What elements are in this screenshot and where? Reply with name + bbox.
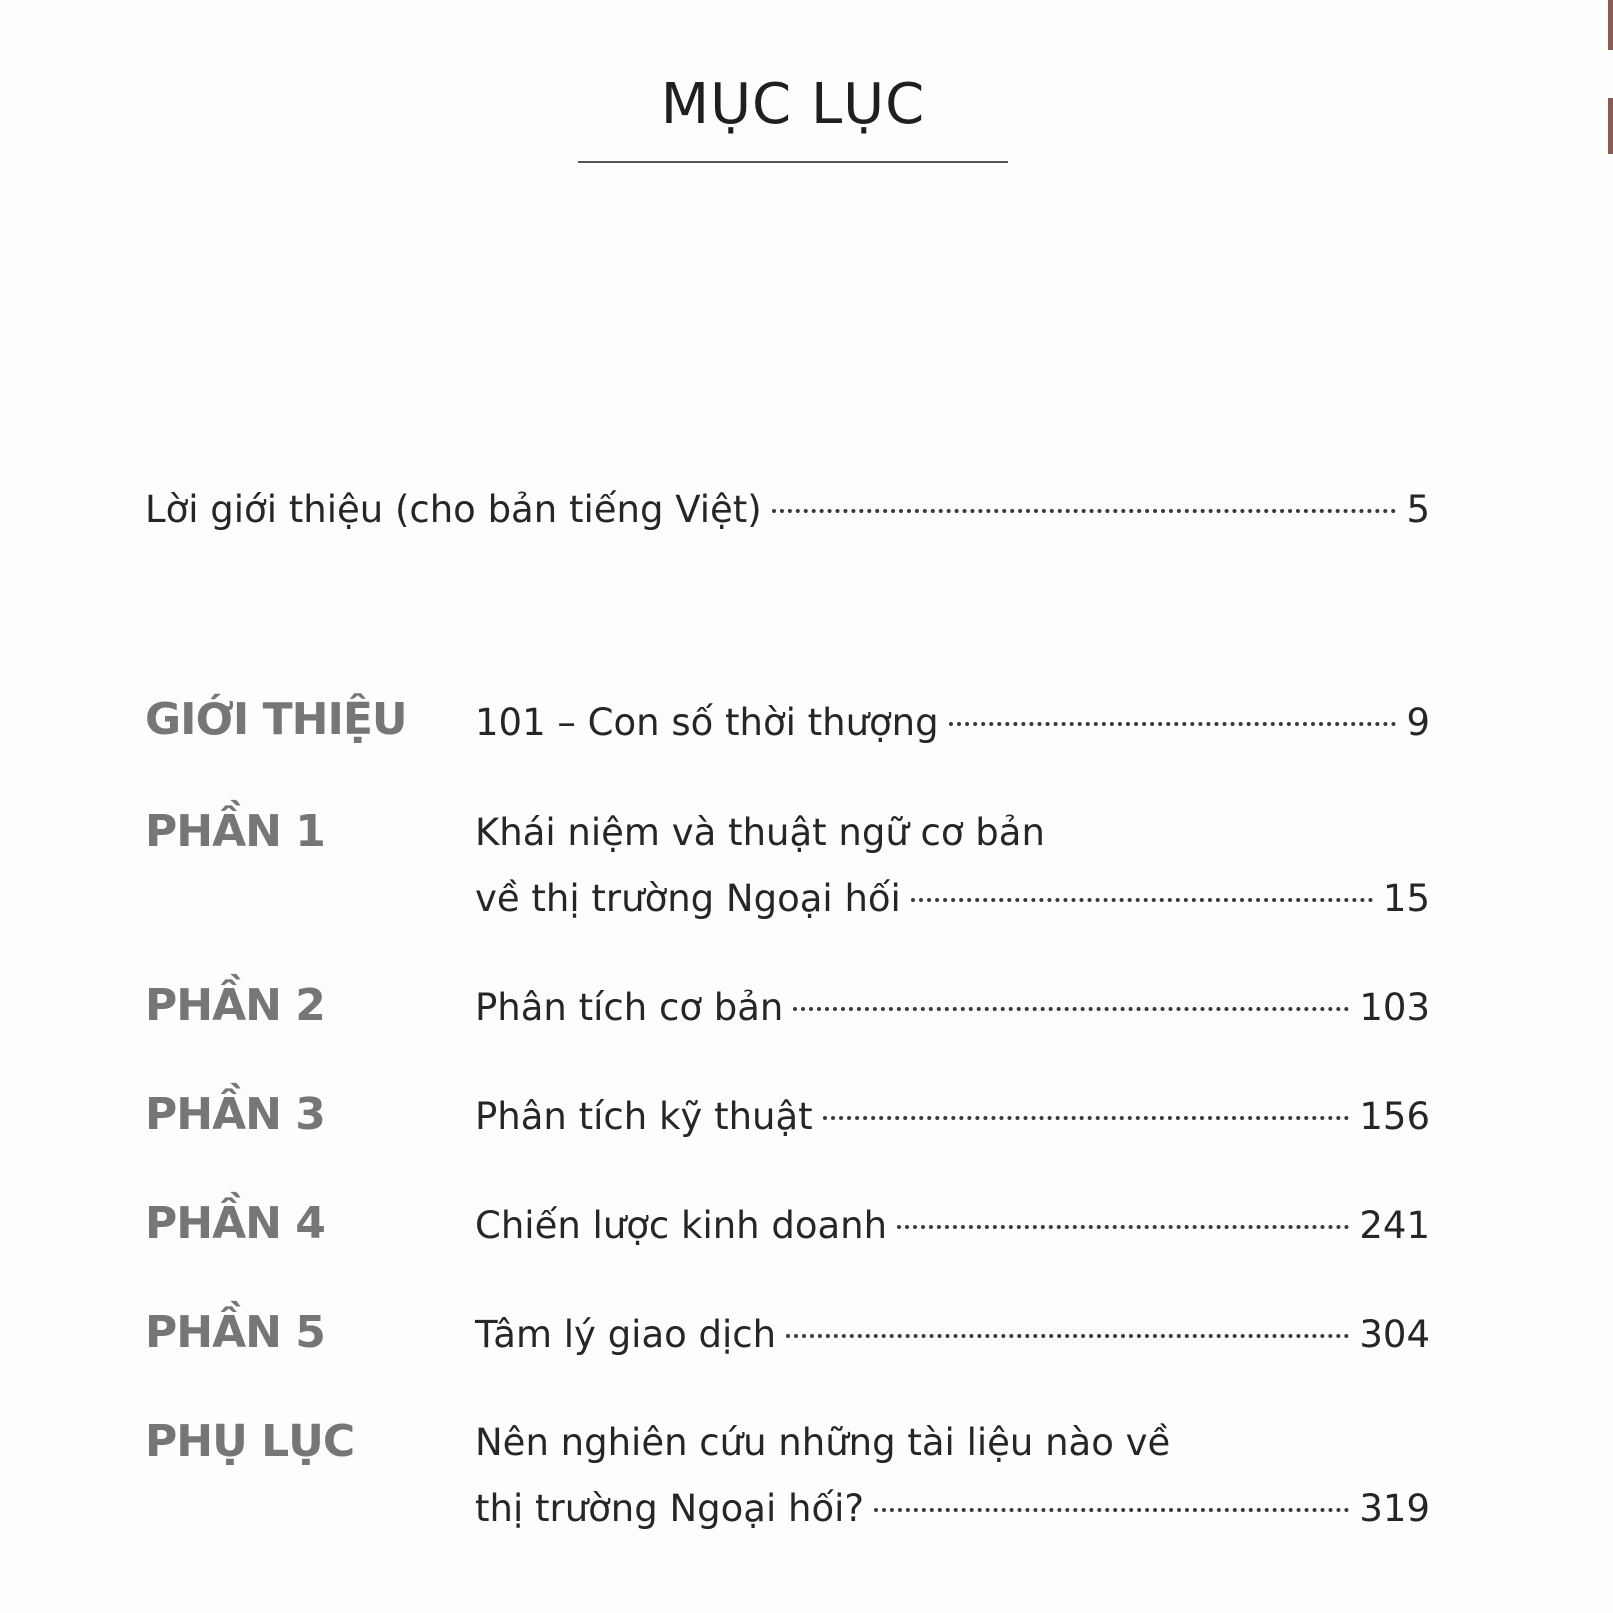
- toc-entry-title: Khái niệm và thuật ngữ cơ bản: [475, 811, 1045, 854]
- toc-entry-appendix[interactable]: [475, 1410, 1430, 1542]
- dot-leader: [949, 722, 1397, 726]
- section-label-appendix: PHỤ LỤC: [145, 1416, 355, 1467]
- toc-entry-title: 101 – Con số thời thượng: [475, 701, 939, 744]
- section-label-part-4: PHẦN 4: [145, 1198, 325, 1249]
- toc-entry-line: [475, 1193, 1430, 1259]
- toc-entry-line: [145, 477, 1430, 543]
- toc-entry-title: Lời giới thiệu (cho bản tiếng Việt): [145, 488, 762, 531]
- toc-entry-line: [475, 690, 1430, 756]
- toc-page-number: 15: [1382, 877, 1430, 920]
- toc-page-number: 5: [1406, 488, 1430, 531]
- section-label-intro: GIỚI THIỆU: [145, 694, 407, 745]
- section-label-part-2: PHẦN 2: [145, 980, 325, 1031]
- page-title: MỤC LỤC: [660, 72, 926, 137]
- toc-entry-preface[interactable]: [145, 477, 1430, 543]
- toc-entry-line: [475, 1084, 1430, 1150]
- section-label-part-5: PHẦN 5: [145, 1307, 325, 1358]
- toc-entry-part-2[interactable]: [475, 975, 1430, 1041]
- toc-entry-part-4[interactable]: [475, 1193, 1430, 1259]
- toc-entry-line: [475, 800, 1430, 866]
- toc-entry-line: [475, 1476, 1430, 1542]
- toc-entry-line: [475, 1302, 1430, 1368]
- dot-leader: [823, 1116, 1350, 1120]
- toc-entry-title: Phân tích cơ bản: [475, 986, 784, 1029]
- toc-page-number: 9: [1406, 701, 1430, 744]
- toc-entry-intro[interactable]: [475, 690, 1430, 756]
- dot-leader: [911, 898, 1373, 902]
- toc-entry-title: Phân tích kỹ thuật: [475, 1095, 813, 1138]
- toc-entry-line: [475, 975, 1430, 1041]
- dot-leader: [897, 1225, 1349, 1229]
- dot-leader: [793, 1007, 1349, 1011]
- toc-entry-line: [475, 1410, 1430, 1476]
- toc-entry-title: Chiến lược kinh doanh: [475, 1204, 888, 1247]
- toc-page-number: 304: [1359, 1313, 1430, 1356]
- toc-page-number: 319: [1359, 1487, 1430, 1530]
- toc-page-number: 103: [1359, 986, 1430, 1029]
- page-edge-mark-top: [1608, 0, 1613, 50]
- toc-entry-part-5[interactable]: [475, 1302, 1430, 1368]
- toc-entry-part-3[interactable]: [475, 1084, 1430, 1150]
- toc-entry-title-continued: về thị trường Ngoại hối: [475, 877, 901, 920]
- toc-entry-part-1[interactable]: [475, 800, 1430, 932]
- title-underline: [578, 161, 1008, 163]
- section-label-part-1: PHẦN 1: [145, 806, 325, 857]
- toc-entry-title: Tâm lý giao dịch: [475, 1313, 777, 1356]
- toc-entry-line: [475, 866, 1430, 932]
- toc-entry-title-continued: thị trường Ngoại hối?: [475, 1487, 865, 1530]
- section-label-part-3: PHẦN 3: [145, 1089, 325, 1140]
- dot-leader: [874, 1508, 1349, 1512]
- dot-leader: [772, 509, 1397, 513]
- toc-entry-title: Nên nghiên cứu những tài liệu nào về: [475, 1421, 1171, 1464]
- dot-leader: [786, 1334, 1349, 1338]
- toc-page-number: 156: [1359, 1095, 1430, 1138]
- page-edge-mark-middle: [1608, 98, 1613, 154]
- toc-page-number: 241: [1359, 1204, 1430, 1247]
